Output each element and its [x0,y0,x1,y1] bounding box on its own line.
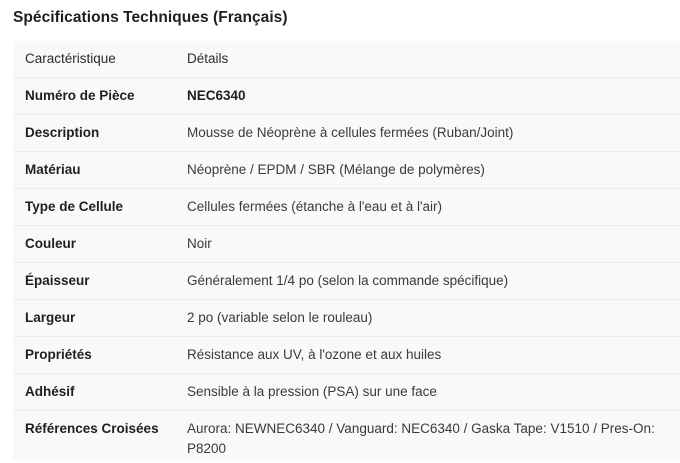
row-value: Aurora: NEWNEC6340 / Vanguard: NEC6340 / Gaska Tape: V1510 / Pres-On: P8200 [175,411,680,463]
row-key: Épaisseur [13,263,175,300]
table-row [13,115,680,152]
row-value: Mousse de Néoprène à cellules fermées (Ruban/Joint) [175,115,680,152]
spec-table-grid [13,41,680,463]
row-key: Type de Cellule [13,189,175,226]
spec-table [13,41,680,461]
row-value: Sensible à la pression (PSA) sur une face [175,374,680,411]
table-row [13,337,680,374]
row-key: Matériau [13,152,175,189]
table-row [13,411,680,463]
row-value: Cellules fermées (étanche à l'eau et à l'air) [175,189,680,226]
row-key: Couleur [13,226,175,263]
row-key: Largeur [13,300,175,337]
row-key: Propriétés [13,337,175,374]
table-header-row [13,41,680,78]
table-row [13,226,680,263]
table-row [13,189,680,226]
table-row [13,78,680,115]
row-value: Noir [175,226,680,263]
column-header-characteristic: Caractéristique [25,51,116,66]
row-value: Généralement 1/4 po (selon la commande spécifique) [175,263,680,300]
row-key: Description [13,115,175,152]
row-value: 2 po (variable selon le rouleau) [175,300,680,337]
table-row [13,263,680,300]
table-row [13,300,680,337]
table-row [13,374,680,411]
row-value: Néoprène / EPDM / SBR (Mélange de polymères) [175,152,680,189]
row-value: NEC6340 [175,78,680,115]
page-title: Spécifications Techniques (Français) [13,9,288,26]
row-key: Adhésif [13,374,175,411]
row-key: Numéro de Pièce [13,78,175,115]
column-header-details: Détails [187,51,229,66]
row-key: Références Croisées [13,411,175,463]
table-row [13,152,680,189]
row-value: Résistance aux UV, à l'ozone et aux huiles [175,337,680,374]
